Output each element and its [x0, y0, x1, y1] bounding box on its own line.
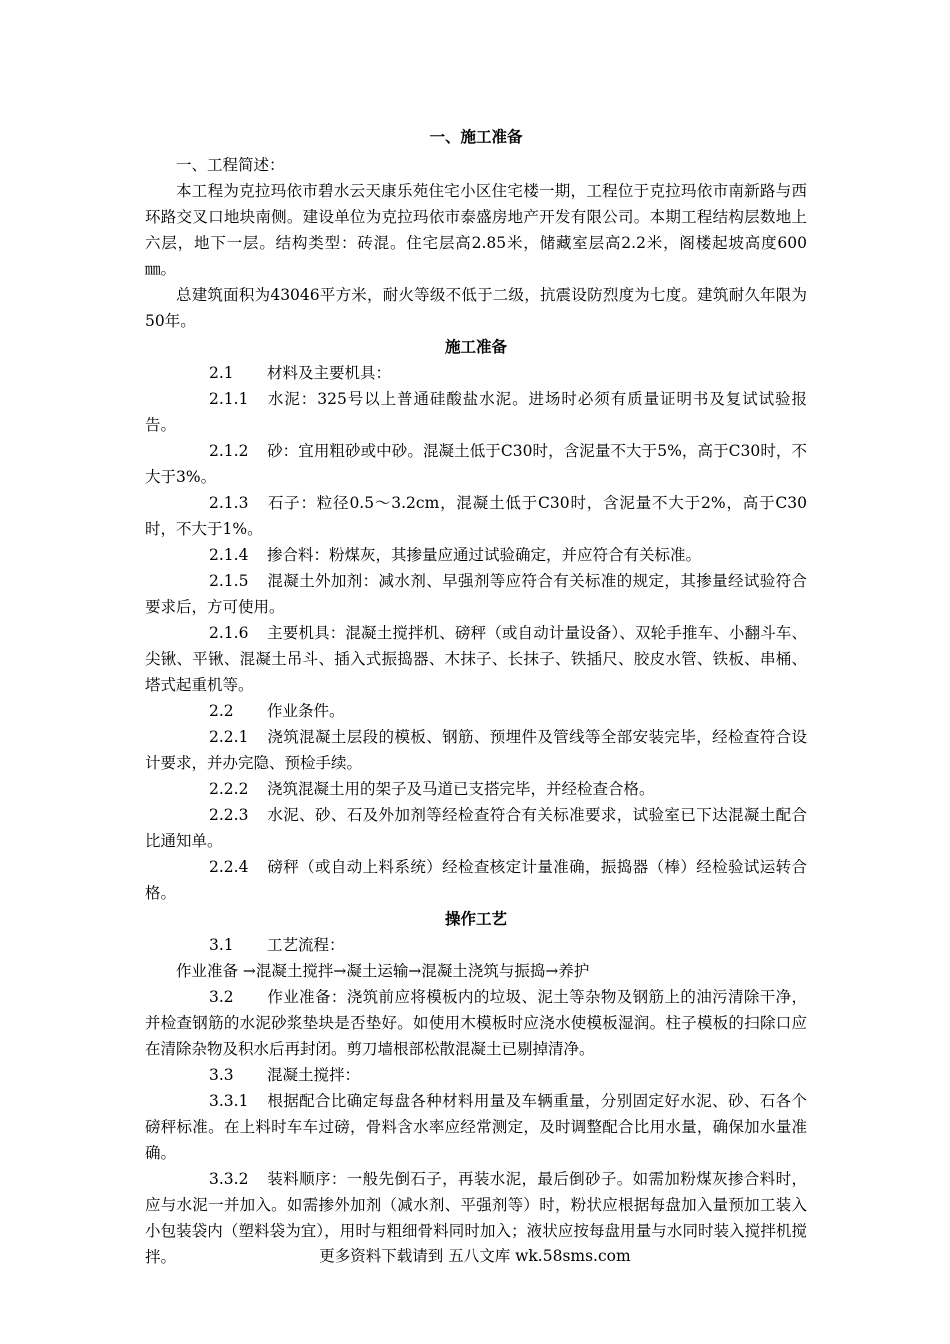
item-text: 水泥：325号以上普通硅酸盐水泥。进场时必须有质量证明书及复试试验报告。 — [145, 390, 807, 434]
list-item — [145, 620, 807, 698]
list-item — [145, 542, 807, 568]
item-number: 2.1.6 — [209, 624, 249, 642]
list-item — [145, 1062, 807, 1088]
list-item — [145, 1088, 807, 1166]
item-text: 主要机具：混凝土搅拌机、磅秤（或自动计量设备）、双轮手推车、小翻斗车、尖锹、平锹、混凝土吊斗、插入式振捣器、木抹子、长抹子、铁插尺、胶皮水管、铁板、串桶、塔式起重机等。 — [145, 624, 807, 694]
item-text: 材料及主要机具： — [267, 364, 392, 382]
item-text: 水泥、砂、石及外加剂等经检查符合有关标准要求，试验室已下达混凝土配合比通知单。 — [145, 806, 807, 850]
list-item — [145, 854, 807, 906]
item-text: 作业准备：浇筑前应将模板内的垃圾、泥土等杂物及钢筋上的油污清除干净，并检查钢筋的水泥砂浆垫块是否垫好。如使用木模板时应浇水使模板湿润。柱子模板的扫除口应在清除杂物及积水后再封闭。剪刀墙根部松散混凝土已剔掉清净。 — [145, 988, 807, 1058]
item-number: 2.1.4 — [209, 546, 249, 564]
item-number: 2.2.3 — [209, 806, 249, 824]
item-text: 装料顺序：一般先倒石子，再装水泥，最后倒砂子。如需加粉煤灰掺合料时，应与水泥一并加入。如需掺外加剂（减水剂、平强剂等）时，粉状应根据每盘加入量预加工装入小包装袋内（塑料袋为宜），用时与粗细骨料同时加入；液状应按每盘用量与水同时装入搅拌机搅拌。 — [145, 1170, 807, 1266]
heading-construction-preparation: 施工准备 — [444, 338, 507, 356]
list-item — [145, 984, 807, 1062]
section-heading-overview: 一、工程简述： — [176, 156, 285, 174]
item-number: 2.1.2 — [209, 442, 249, 460]
process-flow: 作业准备 →混凝土搅拌→凝土运输→混凝土浇筑与振捣→养护 — [176, 962, 590, 980]
list-item — [145, 724, 807, 776]
item-text: 作业条件。 — [267, 702, 345, 720]
item-number: 3.1 — [209, 936, 234, 954]
list-item — [145, 438, 807, 490]
paragraph-project-description: 本工程为克拉玛依市碧水云天康乐苑住宅小区住宅楼一期，工程位于克拉玛依市南新路与西环路交叉口地块南侧。建设单位为克拉玛依市泰盛房地产开发有限公司。本期工程结构层数地上六层，地下一层。结构类型：砖混。住宅层高2.85米，储藏室层高2.2米，阁楼起坡高度600㎜。 — [145, 182, 807, 278]
item-number: 2.1.3 — [209, 494, 249, 512]
item-text: 浇筑混凝土层段的模板、钢筋、预埋件及管线等全部安装完毕，经检查符合设计要求，并办完隐、预检手续。 — [145, 728, 807, 772]
document-body — [145, 122, 807, 1270]
item-text: 掺合料：粉煤灰，其掺量应通过试验确定，并应符合有关标准。 — [267, 546, 702, 564]
item-text: 工艺流程： — [267, 936, 345, 954]
item-text: 混凝土外加剂：减水剂、早强剂等应符合有关标准的规定，其掺量经试验符合要求后，方可使用。 — [145, 572, 807, 616]
list-item — [145, 490, 807, 542]
paragraph-building-area: 总建筑面积为43046平方米，耐火等级不低于二级，抗震设防烈度为七度。建筑耐久年限为50年。 — [145, 286, 807, 330]
item-number: 2.2 — [209, 702, 234, 720]
list-item — [145, 568, 807, 620]
item-number: 3.3.1 — [209, 1092, 249, 1110]
item-text: 磅秤（或自动上料系统）经检查核定计量准确，振捣器（棒）经检验试运转合格。 — [145, 858, 807, 902]
item-number: 2.2.2 — [209, 780, 249, 798]
list-item — [145, 360, 807, 386]
item-text: 混凝土搅拌： — [267, 1066, 361, 1084]
item-text: 石子：粒径0.5～3.2cm，混凝土低于C30时，含泥量不大于2%，高于C30时，不大于1%。 — [145, 494, 807, 538]
list-item — [145, 386, 807, 438]
item-text: 浇筑混凝土用的架子及马道已支搭完毕，并经检查合格。 — [267, 780, 655, 798]
item-number: 2.1.1 — [209, 390, 249, 408]
list-item — [145, 932, 807, 958]
heading-operation-process: 操作工艺 — [444, 910, 507, 928]
item-number: 3.3 — [209, 1066, 234, 1084]
item-number: 3.3.2 — [209, 1170, 249, 1188]
page-footer: 更多资料下载请到 五八文库 wk.58sms.com — [319, 1247, 631, 1265]
list-item — [145, 802, 807, 854]
item-number: 2.2.1 — [209, 728, 249, 746]
item-text: 砂：宜用粗砂或中砂。混凝土低于C30时，含泥量不大于5%，高于C30时，不大于3%。 — [145, 442, 807, 486]
item-number: 2.1.5 — [209, 572, 249, 590]
list-item — [145, 698, 807, 724]
item-number: 2.1 — [209, 364, 234, 382]
list-item — [145, 776, 807, 802]
page-title: 一、施工准备 — [429, 128, 523, 146]
item-text: 根据配合比确定每盘各种材料用量及车辆重量，分别固定好水泥、砂、石各个磅秤标准。在上料时车车过磅，骨料含水率应经常测定，及时调整配合比用水量，确保加水量准确。 — [145, 1092, 807, 1162]
item-number: 2.2.4 — [209, 858, 249, 876]
item-number: 3.2 — [209, 988, 234, 1006]
